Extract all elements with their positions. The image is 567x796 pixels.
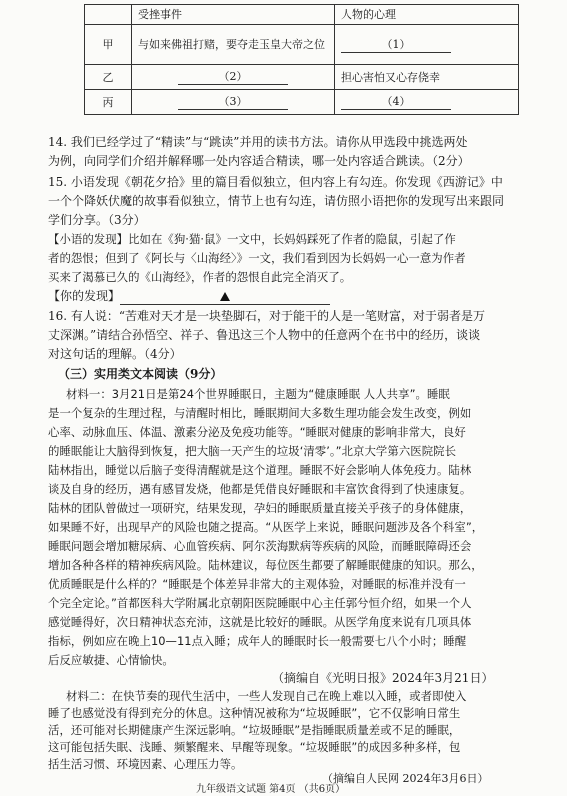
table-row <box>85 25 519 65</box>
q15-line-1: 15. 小语发现《朝花夕拾》里的篇目看似独立，但内容上有勾连。你发现《西游记》中 <box>48 175 503 189</box>
table-event-cell <box>132 65 335 90</box>
answer-blank-3[interactable]: （3） <box>178 94 288 110</box>
material2-line: 这可能包括失眠、浅睡、频繁醒来、早醒等现象。“垃圾睡眠”的成因多种多样，包 <box>48 740 461 754</box>
material1-line: 指标，例如应在晚上10—11点入睡；成年人的睡眠时长一般需要七八个小时；睡醒 <box>48 634 467 648</box>
material1-line: 陆林的团队曾做过一项研究，结果发现，孕妇的睡眠质量直接关乎孩子的身体健康， <box>48 501 472 515</box>
material1-line: 材料一：3月21日是第24个世界睡眠日，主题为“健康睡眠 人人共享”。睡眠 <box>66 387 450 401</box>
q15-example-line-2: 者的怨恨；但到了《阿长与〈山海经〉》一文，我们看到因为长妈妈一心一意为作者 <box>48 251 466 265</box>
your-finding-blank[interactable] <box>120 288 330 305</box>
section-heading: （三）实用类文本阅读（9分） <box>58 367 223 381</box>
q14-line-2: 为例，向同学们介绍并解释哪一处内容适合精读，哪一处内容适合跳读。（2分） <box>48 154 470 168</box>
material1-line: 个完全定论。”首都医科大学附属北京朝阳医院睡眠中心主任郭兮恒介绍，如果一个人 <box>48 596 472 610</box>
answer-blank-1[interactable]: （1） <box>341 37 451 53</box>
answer-blank-4[interactable]: （4） <box>341 94 451 110</box>
q16-line-2: 丈深渊。”请结合孙悟空、祥子、鲁迅这三个人物中的任意两个在书中的经历，谈谈 <box>48 328 481 342</box>
page-footer: 九年级语文试题 第4页 （共6页） <box>196 784 346 795</box>
material1-line: 睡眠问题会增加糖尿病、心血管疾病、阿尔茨海默病等疾病的风险，而睡眠障碍还会 <box>48 539 472 553</box>
q15-line-3: 学们分享。（3分） <box>48 213 146 227</box>
material1-line: 陆林指出，睡觉以后脑子变得清醒就是这个道理。睡眠不好会影响人体免疫力。陆林 <box>48 463 472 477</box>
material2-line: 活，还可能对长期健康产生深远影响。“垃圾睡眠”是指睡眠质量差或不足的睡眠， <box>48 723 461 737</box>
material2-line: 材料二：在快节奏的现代生活中，一些人发现自己在晚上难以入睡，或者即使入 <box>66 689 467 703</box>
table-psych-cell: 担心害怕又心存侥幸 <box>335 65 519 90</box>
material1-line: 增加各种各样的精神疾病风险。陆林建议，每位医生都要了解睡眠健康的知识。那么， <box>48 558 483 572</box>
table-role-cell: 乙 <box>85 65 132 90</box>
q16-line-1: 16. 有人说：“苦难对天才是一块垫脚石，对于能干的人是一笔财富，对于弱者是万 <box>48 309 486 323</box>
material2-line: 括生活习惯、环境因素、心理压力等。 <box>48 757 243 771</box>
material1-line: 的睡眠能让大脑得到恢复，把大脑一天产生的垃圾‘清零’。”北京大学第六医院院长 <box>48 444 457 458</box>
table-row <box>85 65 519 90</box>
your-finding-label: 【你的发现】 <box>48 289 121 303</box>
material1-source: （摘编自《光明日报》2024年3月21日） <box>272 671 494 685</box>
table-header-row <box>85 5 519 25</box>
q15-line-2: 一个个降妖伏魔的故事看似独立，情节上也有勾连，请仿照小语把你的发现写出来跟同 <box>48 194 505 208</box>
material1-line: 优质睡眠是什么样的？“睡眠是个体差异非常大的主观体验，对睡眠的标准并没有一 <box>48 577 466 591</box>
material1-line: 感觉睡得好，次日精神状态充沛，这就是比较好的睡眠。从医学角度来说有几项具体 <box>48 615 472 629</box>
q16-line-3: 对这句话的理解。（4分） <box>48 347 182 361</box>
answer-blank-2[interactable]: （2） <box>178 69 288 85</box>
q15-example-line-3: 买来了渴慕已久的《山海经》，作者的怨恨自此完全消灭了。 <box>48 270 352 284</box>
material2-source: （摘编自人民网 2024年3月6日） <box>322 772 489 785</box>
material1-line: 心率、动脉血压、体温、激素分泌及免疫功能等。“睡眠对健康的影响非常大，良好 <box>48 425 466 439</box>
table-corner-cell <box>85 5 132 25</box>
material1-line: 谈及自身的经历，遇有感冒发烧，他都是凭借良好睡眠和丰富饮食得到了快速康复。 <box>48 482 472 496</box>
material1-line: 是一个复杂的生理过程，与清醒时相比，睡眠期间大多数生理功能会发生改变，例如 <box>48 406 472 420</box>
material2-line: 睡了也感觉没有得到充分的休息。这种情况被称为“垃圾睡眠”，它不仅影响日常生 <box>48 706 461 720</box>
table-event-cell: 与如来佛祖打赌，要夺走玉皇大帝之位 <box>132 25 335 65</box>
table-header-psych: 人物的心理 <box>335 5 519 25</box>
q14-line-1: 14. 我们已经学过了“精读”与“跳读”并用的读书方法。请你从甲选段中挑选两处 <box>48 135 468 149</box>
table-header-event: 受挫事件 <box>132 5 335 25</box>
table-event-cell <box>132 90 335 115</box>
table-role-cell: 甲 <box>85 25 132 65</box>
q15-example-line-1: 【小语的发现】比如在《狗·猫·鼠》一文中，长妈妈踩死了作者的隐鼠，引起了作 <box>48 232 456 246</box>
table-role-cell: 丙 <box>85 90 132 115</box>
events-table <box>84 4 519 115</box>
table-psych-cell <box>335 25 519 65</box>
material1-line: 后反应敏捷、心情愉快。 <box>48 653 174 667</box>
material1-line: 如果睡不好，出现早产的风险也随之提高。“从医学上来说，睡眠问题涉及各个科室”， <box>48 520 484 534</box>
q15-your-finding <box>48 288 330 305</box>
table-psych-cell <box>335 90 519 115</box>
table-row <box>85 90 519 115</box>
triangle-marker-icon <box>220 292 230 301</box>
